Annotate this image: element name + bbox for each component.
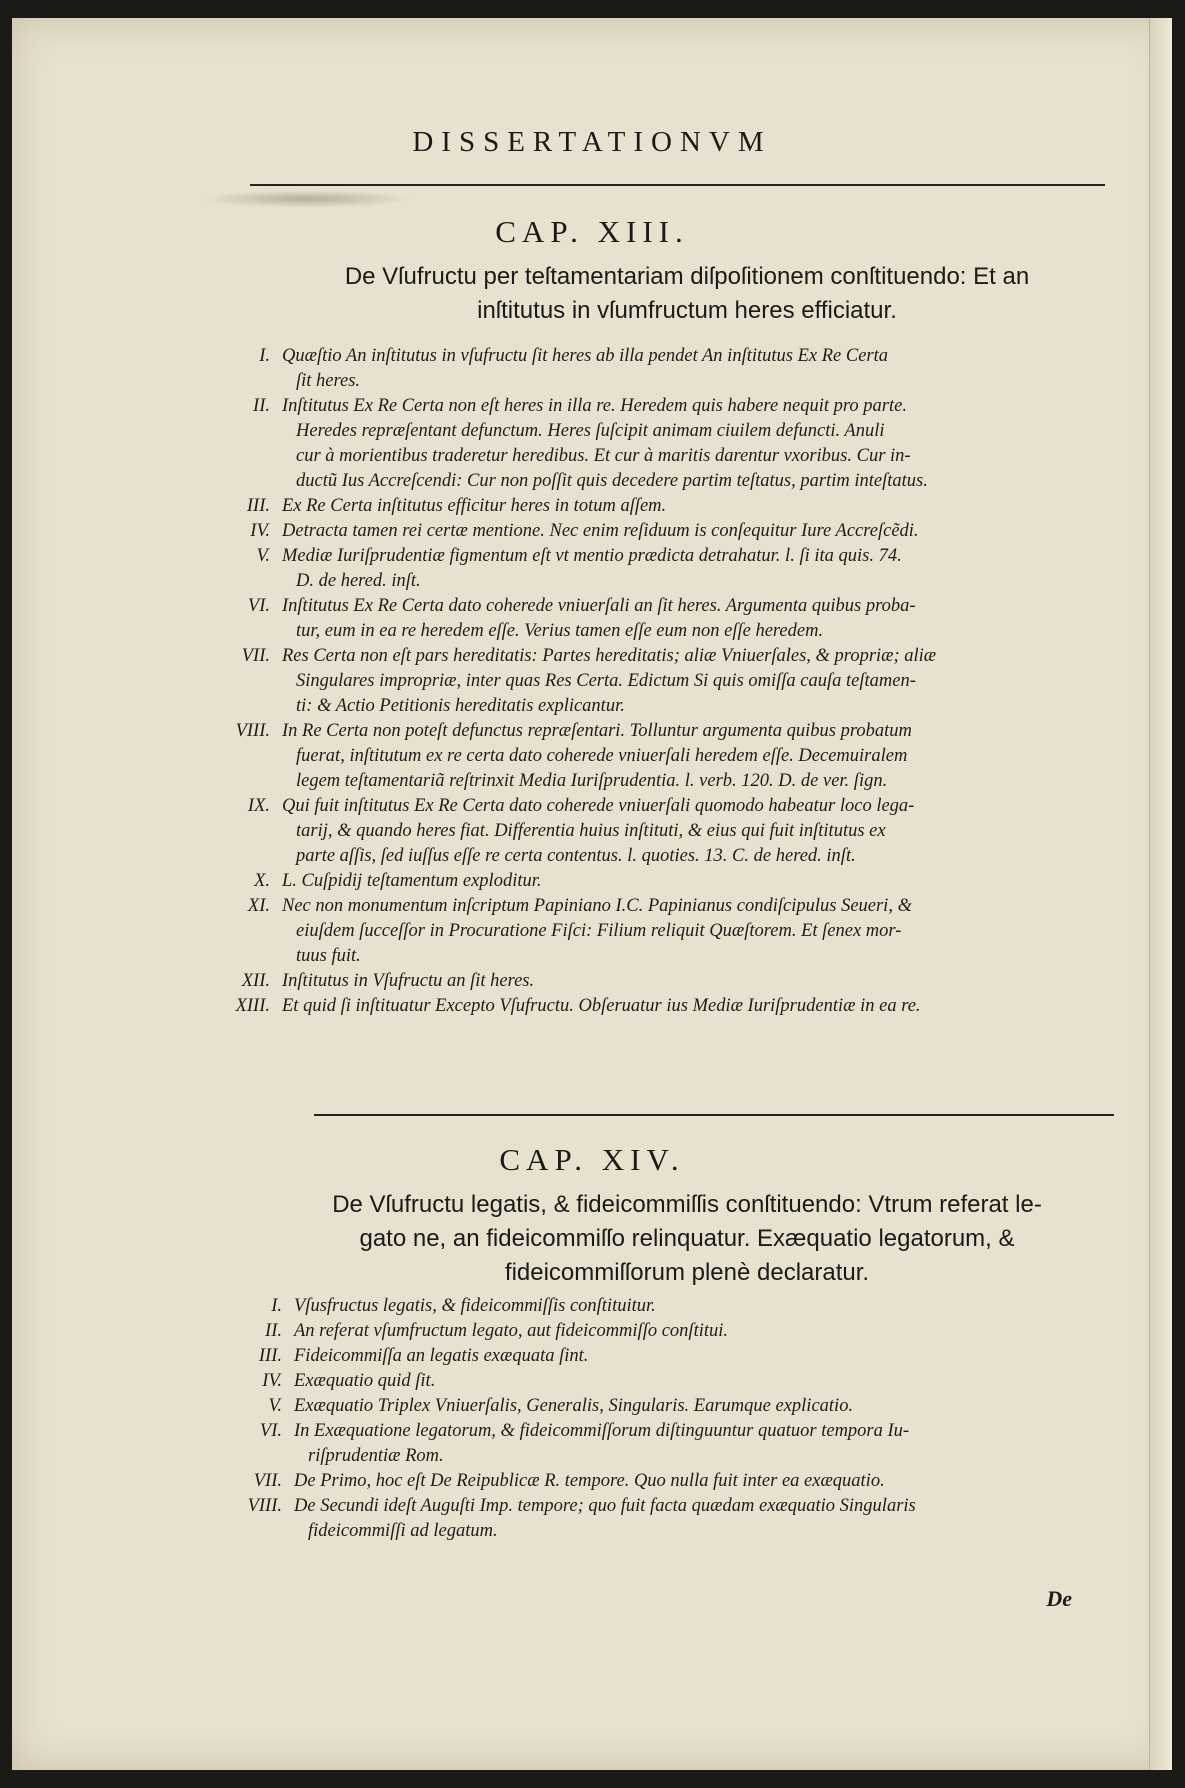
toc-item bbox=[256, 544, 1112, 594]
chapter-14-title bbox=[272, 1188, 1102, 1290]
toc-item-line: Nec non monumentum inſcriptum Papiniano I.C. Papinianus condiſcipulus Seueri, & bbox=[282, 896, 912, 916]
toc-item-line: Mediæ Iuriſprudentiæ figmentum eſt vt mentio prædicta detrahatur. l. ſi ita quis. 74. bbox=[282, 546, 902, 566]
toc-item bbox=[259, 1419, 1114, 1469]
chapter-14-heading: CAP. XIV. bbox=[499, 1142, 685, 1177]
toc-item-number: IV. bbox=[262, 1371, 282, 1391]
toc-item bbox=[262, 1369, 1114, 1394]
running-head: DISSERTATIONVM bbox=[412, 126, 772, 158]
toc-item bbox=[254, 869, 1112, 894]
toc-item bbox=[247, 594, 1112, 644]
toc-item-line: Detracta tamen rei certæ mentione. Nec enim reſiduum is conſequitur Iure Accreſcẽdi. bbox=[282, 521, 919, 541]
page-edge bbox=[1149, 18, 1172, 1770]
toc-item bbox=[271, 1294, 1114, 1319]
toc-item-line: Ex Re Certa inſtitutus efficitur heres in totum aſſem. bbox=[282, 496, 667, 516]
toc-item-line: ſit heres. bbox=[296, 371, 361, 391]
toc-item-line: ductũ Ius Accreſcendi: Cur non poſſit quis decedere partim teſtatus, partim inteſtatus. bbox=[296, 471, 928, 491]
chapter-13-title-line: De Vſufructu per teſtamentariam diſpoſitionem conſtituendo: Et an bbox=[344, 263, 1030, 290]
toc-item-line: Fideicommiſſa an legatis exæquata ſint. bbox=[294, 1346, 589, 1366]
toc-item bbox=[235, 719, 1112, 794]
toc-item-number: I. bbox=[271, 1296, 282, 1316]
chapter-14-title-line: gato ne, an fideicommiſſo relinquatur. Exæquatio legatorum, & bbox=[359, 1225, 1015, 1252]
toc-item-line: Qui fuit inſtitutus Ex Re Certa dato coherede vniuerſali quomodo habeatur loco lega- bbox=[282, 796, 915, 816]
toc-item-line: Quæſtio An inſtitutus in vſufructu ſit heres ab illa pendet An inſtitutus Ex Re Certa bbox=[282, 346, 889, 366]
toc-item-line: tur, eum in ea re heredem eſſe. Verius tamen eſſe eum non eſſe heredem. bbox=[296, 621, 824, 641]
toc-item-line: parte aſſis, ſed iuſſus eſſe re certa contentus. l. quoties. 13. C. de hered. inſt. bbox=[296, 846, 856, 866]
chapter-14-title-line: De Vſufructu legatis, & fideicommiſſis conſtituendo: Vtrum referat le- bbox=[332, 1191, 1042, 1218]
toc-item bbox=[235, 994, 1112, 1019]
chapter-divider-rule bbox=[314, 1114, 1114, 1116]
toc-item-number: XIII. bbox=[235, 996, 270, 1016]
toc-item-line: eiuſdem ſucceſſor in Procuratione Fiſci: Filium reliquit Quæſtorem. Et ſenex mor- bbox=[296, 921, 902, 941]
toc-item bbox=[253, 1469, 1114, 1494]
toc-item-line: In Exæquatione legatorum, & fideicommiſſorum diſtinguuntur quatuor tempora Iu- bbox=[294, 1421, 910, 1441]
toc-item-number: VII. bbox=[253, 1471, 282, 1491]
toc-item-line: tuus fuit. bbox=[296, 946, 361, 966]
toc-item bbox=[246, 494, 1112, 519]
toc-item-line: Exæquatio quid ſit. bbox=[294, 1371, 436, 1391]
toc-item-number: IV. bbox=[250, 521, 270, 541]
ink-stain bbox=[202, 190, 412, 208]
toc-item-line: tarij, & quando heres fiat. Differentia huius inſtituti, & eius qui fuit inſtitutus ex bbox=[296, 821, 886, 841]
toc-item bbox=[253, 394, 1112, 494]
toc-item bbox=[268, 1394, 1114, 1419]
toc-item-line: Inſtitutus in Vſufructu an ſit heres. bbox=[282, 971, 535, 991]
toc-item-number: II. bbox=[253, 396, 270, 416]
toc-item-number: III. bbox=[246, 496, 270, 516]
toc-item bbox=[250, 519, 1112, 544]
toc-item-line: D. de hered. inſt. bbox=[296, 571, 421, 591]
toc-item-line: Res Certa non eſt pars hereditatis: Partes hereditatis; aliæ Vniuerſales, & propriæ; aliæ bbox=[282, 646, 937, 666]
toc-item-line: Exæquatio Triplex Vniuerſalis, Generalis, Singularis. Earumque explicatio. bbox=[294, 1396, 854, 1416]
toc-item bbox=[247, 794, 1112, 869]
toc-item-number: VIII. bbox=[247, 1496, 282, 1516]
toc-item-number: VIII. bbox=[235, 721, 270, 741]
book-page bbox=[12, 18, 1172, 1770]
header-rule bbox=[250, 184, 1105, 186]
toc-item bbox=[258, 1344, 1114, 1369]
toc-item-line: Inſtitutus Ex Re Certa dato coherede vniuerſali an ſit heres. Argumenta quibus proba- bbox=[282, 596, 916, 616]
toc-item-number: III. bbox=[258, 1346, 282, 1366]
toc-item-line: Heredes repræſentant defunctum. Heres ſuſcipit animam ciuilem defuncti. Anuli bbox=[296, 421, 885, 441]
toc-item bbox=[265, 1319, 1114, 1344]
toc-item-line: fuerat, inſtitutum ex re certa dato coherede vniuerſali heredem eſſe. Decemuiralem bbox=[296, 746, 908, 766]
toc-item-number: VI. bbox=[247, 596, 270, 616]
toc-item-number: XII. bbox=[241, 971, 270, 991]
toc-item-line: Inſtitutus Ex Re Certa non eſt heres in illa re. Heredem quis habere nequit pro parte. bbox=[282, 396, 907, 416]
toc-item-number: I. bbox=[259, 346, 270, 366]
toc-item-line: De Primo, hoc eſt De Reipublicæ R. tempore. Quo nulla fuit inter ea exæquatio. bbox=[294, 1471, 885, 1491]
toc-item-number: XI. bbox=[247, 896, 270, 916]
toc-item-number: V. bbox=[256, 546, 270, 566]
chapter-14-contents bbox=[247, 1294, 1114, 1544]
chapter-13-heading: CAP. XIII. bbox=[495, 214, 689, 249]
chapter-14-title-line: fideicommiſſorum plenè declaratur. bbox=[504, 1259, 870, 1286]
toc-item-line: legem teſtamentariã reſtrinxit Media Iuriſprudentia. l. verb. 120. D. de ver. ſign. bbox=[296, 771, 888, 791]
toc-item-number: II. bbox=[265, 1321, 282, 1341]
toc-item-number: X. bbox=[254, 871, 270, 891]
chapter-13-title-line: inſtitutus in vſumfructum heres efficiatur. bbox=[477, 297, 897, 324]
toc-item-line: De Secundi ideſt Auguſti Imp. tempore; quo fuit facta quædam exæquatio Singularis bbox=[294, 1496, 916, 1516]
chapter-13-title bbox=[272, 260, 1102, 328]
toc-item bbox=[241, 969, 1112, 994]
toc-item-number: VI. bbox=[259, 1421, 282, 1441]
toc-item-line: fideicommiſſi ad legatum. bbox=[308, 1521, 498, 1541]
toc-item-line: riſprudentiæ Rom. bbox=[308, 1446, 444, 1466]
toc-item bbox=[247, 894, 1112, 969]
toc-item bbox=[259, 344, 1112, 394]
toc-item-line: Et quid ſi inſtituatur Excepto Vſufructu. Obſeruatur ius Mediæ Iuriſprudentiæ in ea re. bbox=[282, 996, 921, 1016]
catchword: De bbox=[1046, 1586, 1072, 1611]
toc-item bbox=[241, 644, 1112, 719]
chapter-13-contents bbox=[235, 344, 1112, 1019]
toc-item bbox=[247, 1494, 1114, 1544]
toc-item-line: Singulares impropriæ, inter quas Res Certa. Edictum Si quis omiſſa cauſa teſtamen- bbox=[296, 671, 916, 691]
toc-item-line: ti: & Actio Petitionis hereditatis explicantur. bbox=[296, 696, 625, 716]
toc-item-line: In Re Certa non poteſt defunctus repræſentari. Tolluntur argumenta quibus probatum bbox=[282, 721, 912, 741]
toc-item-line: Vſusfructus legatis, & fideicommiſſis conſtituitur. bbox=[294, 1296, 656, 1316]
toc-item-line: L. Cuſpidij teſtamentum exploditur. bbox=[282, 871, 542, 891]
toc-item-line: cur à morientibus traderetur heredibus. Et cur à maritis darentur vxoribus. Cur in- bbox=[296, 446, 911, 466]
toc-item-number: VII. bbox=[241, 646, 270, 666]
toc-item-number: IX. bbox=[247, 796, 270, 816]
toc-item-number: V. bbox=[268, 1396, 282, 1416]
toc-item-line: An referat vſumfructum legato, aut fideicommiſſo conſtitui. bbox=[294, 1321, 729, 1341]
